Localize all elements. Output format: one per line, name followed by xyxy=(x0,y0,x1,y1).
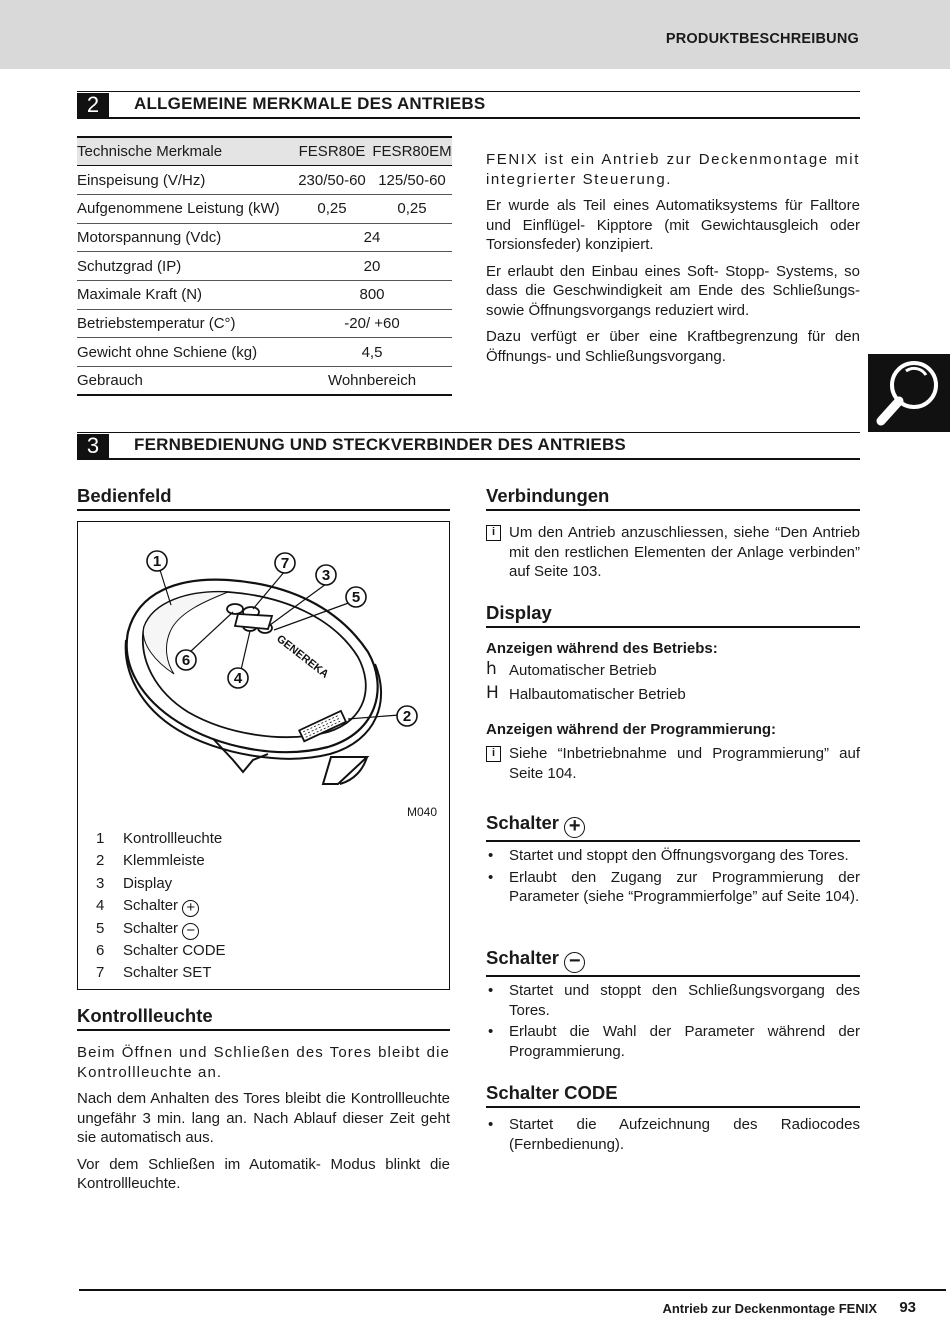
section-2-description xyxy=(486,150,860,366)
table-cell: 24 xyxy=(292,223,452,252)
table-cell: 800 xyxy=(292,280,452,309)
callout-5: 5 xyxy=(351,589,361,606)
schalter-code-heading: Schalter CODE xyxy=(486,1082,860,1108)
table-cell: 20 xyxy=(292,252,452,281)
table-row xyxy=(77,252,452,281)
figure-legend xyxy=(96,828,226,985)
display-item: H Halbautomatischer Betrieb xyxy=(486,682,686,703)
paragraph: Dazu verfügt er über eine Kraftbegrenzung für den Öffnungs- und Schließungsvorgang. xyxy=(486,328,860,365)
legend-item: 3 Display xyxy=(96,874,173,892)
table-cell: -20/ +60 xyxy=(292,309,452,338)
callout-2: 2 xyxy=(402,708,412,725)
table-row xyxy=(77,338,452,367)
table-row xyxy=(77,194,452,223)
table-cell-label: Aufgenommene Leistung (kW) xyxy=(77,194,292,223)
display-content xyxy=(486,640,860,783)
schalter-code-list xyxy=(486,1115,860,1156)
display-glyph-h: h xyxy=(486,659,497,679)
table-row xyxy=(77,166,452,195)
figure-code: M040 xyxy=(406,805,437,819)
legend-item: 7 Schalter SET xyxy=(96,964,212,982)
table-header-cell: FESR80EM xyxy=(372,137,452,166)
table-cell: 230/50-60 xyxy=(292,166,372,195)
note-text: Um den Antrieb anzuschliessen, siehe “Den Antrieb mit den restlichen Elementen der Anlage verbinden” auf Seite 103. xyxy=(509,524,860,580)
minus-circle-icon: − xyxy=(564,952,585,973)
plus-circle-icon: + xyxy=(564,817,585,838)
header-section-label: PRODUKTBESCHREIBUNG xyxy=(665,31,859,47)
page-header xyxy=(0,0,950,69)
table-cell-label: Gebrauch xyxy=(77,367,292,396)
kontrollleuchte-text xyxy=(77,1043,450,1194)
table-cell: 4,5 xyxy=(292,338,452,367)
table-cell-label: Motorspannung (Vdc) xyxy=(77,223,292,252)
list-item: • Erlaubt den Zugang zur Programmierung der Parameter (siehe “Programmierfolge” auf Seite 104). xyxy=(486,868,860,907)
paragraph: Nach dem Anhalten des Tores bleibt die Kontrollleuchte ungefähr 3 min. lang an. Nach Ablauf dieser Zeit geht sie automatisch aus. xyxy=(77,1090,450,1146)
control-panel-figure xyxy=(77,521,450,990)
callout-1: 1 xyxy=(152,553,162,570)
display-heading: Display xyxy=(486,602,860,628)
list-item: • Startet und stoppt den Öffnungsvorgang des Tores. xyxy=(486,846,860,866)
plus-circle-icon: + xyxy=(182,900,199,917)
kontrollleuchte-heading: Kontrollleuchte xyxy=(77,1005,450,1031)
callout-4: 4 xyxy=(233,670,243,687)
table-row xyxy=(77,367,452,396)
paragraph: Beim Öffnen und Schließen des Tores bleibt die Kontrollleuchte an. xyxy=(77,1044,450,1081)
section-title: FERNBEDIENUNG UND STECKVERBINDER DES ANTRIEBS xyxy=(134,435,626,454)
section-2-heading xyxy=(77,91,860,119)
device-illustration xyxy=(78,522,449,812)
display-item: h Automatischer Betrieb xyxy=(486,659,657,679)
table-row xyxy=(77,223,452,252)
section-title: ALLGEMEINE MERKMALE DES ANTRIEBS xyxy=(134,94,486,113)
verbindungen-heading: Verbindungen xyxy=(486,485,860,511)
bedienfeld-heading: Bedienfeld xyxy=(77,485,450,511)
table-cell-label: Schutzgrad (IP) xyxy=(77,252,292,281)
legend-item: 6 Schalter CODE xyxy=(96,942,226,960)
schalter-plus-heading: Schalter + xyxy=(486,812,860,842)
legend-item: 5 Schalter − xyxy=(96,918,226,940)
verbindungen-note xyxy=(486,523,860,582)
side-tab xyxy=(868,354,950,432)
paragraph: Er erlaubt den Einbau eines Soft- Stopp- Systems, so dass die Geschwindigkeit am Ende des Schließungs- sowie Öffnungsvorgangs reduziert wird. xyxy=(486,262,860,319)
list-item: • Startet und stoppt den Schließungsvorgang des Tores. xyxy=(486,981,860,1020)
table-header-cell: Technische Merkmale xyxy=(77,137,292,166)
table-row xyxy=(77,280,452,309)
legend-item: 2 Klemmleiste xyxy=(96,852,205,870)
table-cell-label: Maximale Kraft (N) xyxy=(77,280,292,309)
footer-rule xyxy=(79,1289,946,1291)
minus-circle-icon: − xyxy=(182,923,199,940)
schalter-minus-list xyxy=(486,981,860,1063)
brand-logo-text: GENEREKA xyxy=(274,632,331,681)
callout-3: 3 xyxy=(321,567,331,584)
table-cell: Wohnbereich xyxy=(292,367,452,396)
display-glyph-H: H xyxy=(486,682,499,703)
info-icon: i xyxy=(486,525,501,541)
table-header-row xyxy=(77,137,452,166)
legend-item: 4 Schalter + xyxy=(96,895,226,917)
section-number: 2 xyxy=(77,93,109,117)
paragraph: FENIX ist ein Antrieb zur Deckenmontage mit integrierter Steuerung. xyxy=(486,151,860,188)
schalter-plus-list xyxy=(486,846,860,909)
paragraph: Vor dem Schließen im Automatik- Modus blinkt die Kontrollleuchte. xyxy=(77,1155,450,1192)
table-cell: 0,25 xyxy=(292,194,372,223)
callout-6: 6 xyxy=(181,652,191,669)
table-cell-label: Einspeisung (V/Hz) xyxy=(77,166,292,195)
schalter-minus-heading: Schalter − xyxy=(486,947,860,977)
list-item: • Startet die Aufzeichnung des Radiocodes (Fernbedienung). xyxy=(486,1115,860,1154)
magnifier-icon xyxy=(868,354,950,432)
prog-note: i Siehe “Inbetriebnahme und Programmierung” auf Seite 104. xyxy=(486,744,860,783)
section-number: 3 xyxy=(77,434,109,458)
table-cell-label: Betriebstemperatur (C°) xyxy=(77,309,292,338)
page-number: 93 xyxy=(899,1299,916,1316)
legend-item: 1 Kontrollleuchte xyxy=(96,830,223,847)
paragraph: Er wurde als Teil eines Automatiksystems für Falltore und Einflügel- Kipptore (mit Gewichtausgleich oder Torsionsfeder) konzipiert. xyxy=(486,197,860,253)
table-cell-label: Gewicht ohne Schiene (kg) xyxy=(77,338,292,367)
table-cell: 0,25 xyxy=(372,194,452,223)
table-cell: 125/50-60 xyxy=(372,166,452,195)
table-row xyxy=(77,309,452,338)
table-header-cell: FESR80E xyxy=(292,137,372,166)
spec-table xyxy=(77,136,452,396)
list-item: • Erlaubt die Wahl der Parameter während der Programmierung. xyxy=(486,1022,860,1061)
section-3-heading xyxy=(77,432,860,460)
callout-7: 7 xyxy=(280,555,290,572)
footer-title: Antrieb zur Deckenmontage FENIX xyxy=(662,1301,877,1316)
betrieb-heading: Anzeigen während des Betriebs: xyxy=(486,640,718,657)
info-icon: i xyxy=(486,746,501,762)
prog-heading: Anzeigen während der Programmierung: xyxy=(486,721,777,738)
